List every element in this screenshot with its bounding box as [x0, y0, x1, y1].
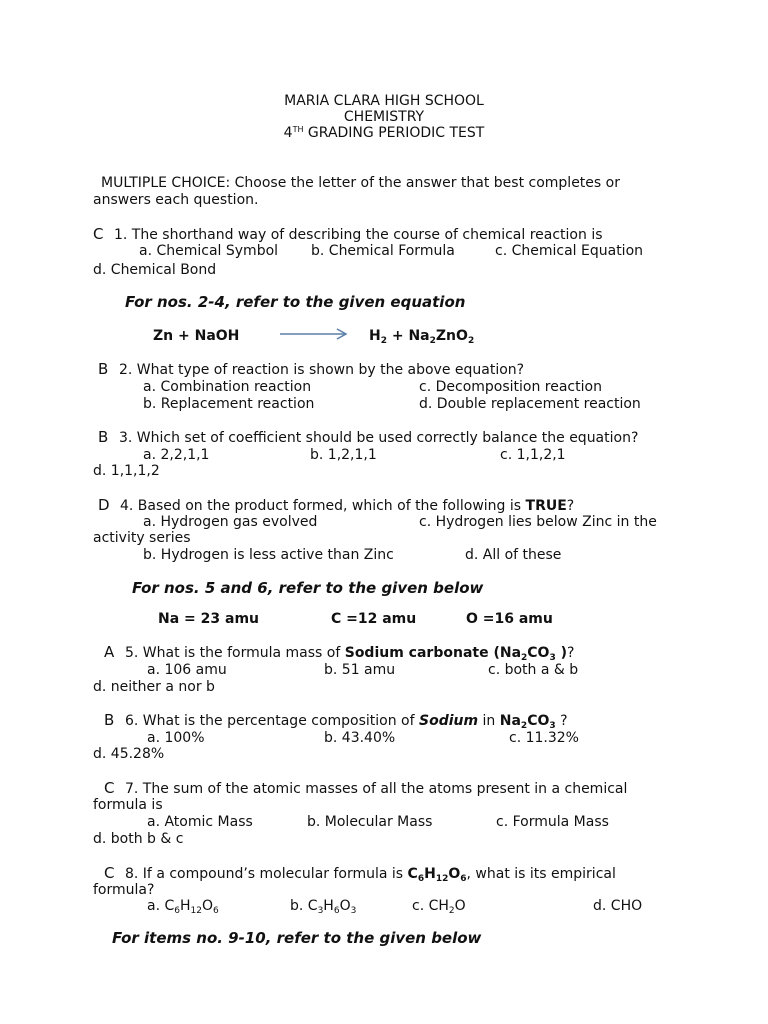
instructions-line-1: MULTIPLE CHOICE: Choose the letter of the answer that best completes or	[101, 175, 620, 191]
q2-option-a: a. Combination reaction	[143, 379, 312, 395]
q6-answer: B	[104, 711, 115, 729]
q2-option-b: b. Replacement reaction	[143, 396, 315, 412]
q5-answer: A	[104, 643, 115, 661]
mass-carbon: C =12 amu	[331, 611, 417, 627]
q4-stem: 4. Based on the product formed, which of the following is TRUE?	[120, 498, 575, 514]
q3-answer: B	[98, 428, 109, 446]
q4-answer: D	[98, 496, 110, 514]
q5-option-a: a. 106 amu	[147, 662, 227, 678]
q8-answer: C	[104, 864, 115, 882]
q7-option-d: d. both b & c	[93, 831, 184, 847]
q5-option-d: d. neither a nor b	[93, 679, 215, 695]
q6-option-a: a. 100%	[147, 730, 205, 746]
q8-option-a: a. $C_6H_{12}O_6$	[147, 898, 219, 916]
q2-option-c: c. Decomposition reaction	[419, 379, 602, 395]
q8-stem: 8. If a compound’s molecular formula is $C_6H_{12}O_6$, what is its empirical	[125, 866, 616, 884]
q3-option-a: a. 2,2,1,1	[143, 447, 210, 463]
q8-option-d: d. CHO	[593, 898, 643, 914]
q1-option-b: b. Chemical Formula	[311, 243, 455, 259]
q7-stem-continued: formula is	[93, 797, 163, 813]
reference-note-3: For items no. 9-10, refer to the given below	[112, 929, 482, 947]
q1-option-c: c. Chemical Equation	[495, 243, 644, 259]
reference-note-1: For nos. 2-4, refer to the given equation	[125, 293, 466, 311]
q7-answer: C	[104, 779, 115, 797]
instructions-line-2: answers each question.	[93, 192, 259, 208]
equation-products: $H_2 + Na_2ZnO_2$	[369, 328, 475, 346]
q6-option-b: b. 43.40%	[324, 730, 396, 746]
q7-option-c: c. Formula Mass	[496, 814, 609, 830]
q8-option-c: c. $CH_2O$	[412, 898, 466, 916]
q1-answer: C	[93, 225, 104, 243]
q5-option-b: b. 51 amu	[324, 662, 396, 678]
q2-option-d: d. Double replacement reaction	[419, 396, 641, 412]
q6-option-d: d. 45.28%	[93, 746, 165, 762]
q4-option-a: a. Hydrogen gas evolved	[143, 514, 318, 530]
q6-option-c: c. 11.32%	[509, 730, 579, 746]
q4-option-c-continued: activity series	[93, 530, 191, 546]
q8-option-b: b. $C_3H_6O_3$	[290, 898, 357, 916]
subject-title: CHEMISTRY	[343, 109, 425, 125]
school-name: MARIA CLARA HIGH SCHOOL	[284, 93, 484, 109]
equation-reactants: Zn + NaOH	[153, 328, 240, 344]
q3-option-c: c. 1,1,2,1	[500, 447, 566, 463]
q4-option-b: b. Hydrogen is less active than Zinc	[143, 547, 394, 563]
q8-stem-continued: formula?	[93, 882, 155, 898]
q7-stem: 7. The sum of the atomic masses of all the atoms present in a chemical	[125, 781, 628, 797]
reaction-arrow-icon	[279, 327, 349, 341]
q5-option-c: c. both a & b	[488, 662, 579, 678]
reference-note-2: For nos. 5 and 6, refer to the given below	[132, 579, 484, 597]
q1-option-a: a. Chemical Symbol	[139, 243, 279, 259]
mass-oxygen: O =16 amu	[466, 611, 553, 627]
q3-option-b: b. 1,2,1,1	[310, 447, 377, 463]
q6-stem: 6. What is the percentage composition of Sodium in $Na_2CO_3$ ?	[125, 713, 568, 731]
q7-option-b: b. Molecular Mass	[307, 814, 433, 830]
q5-stem: 5. What is the formula mass of Sodium carbonate ($Na_2CO_3$ )?	[125, 645, 575, 663]
q1-option-d: d. Chemical Bond	[93, 262, 217, 278]
test-title: 4TH GRADING PERIODIC TEST	[283, 125, 485, 141]
q2-answer: B	[98, 360, 109, 378]
q3-stem: 3. Which set of coefficient should be used correctly balance the equation?	[119, 430, 639, 446]
q3-option-d: d. 1,1,1,2	[93, 463, 160, 479]
q4-option-c: c. Hydrogen lies below Zinc in the	[419, 514, 657, 530]
q1-stem: 1. The shorthand way of describing the course of chemical reaction is	[114, 227, 603, 243]
q2-stem: 2. What type of reaction is shown by the above equation?	[119, 362, 525, 378]
mass-sodium: Na = 23 amu	[158, 611, 260, 627]
q4-option-d: d. All of these	[465, 547, 562, 563]
q7-option-a: a. Atomic Mass	[147, 814, 253, 830]
